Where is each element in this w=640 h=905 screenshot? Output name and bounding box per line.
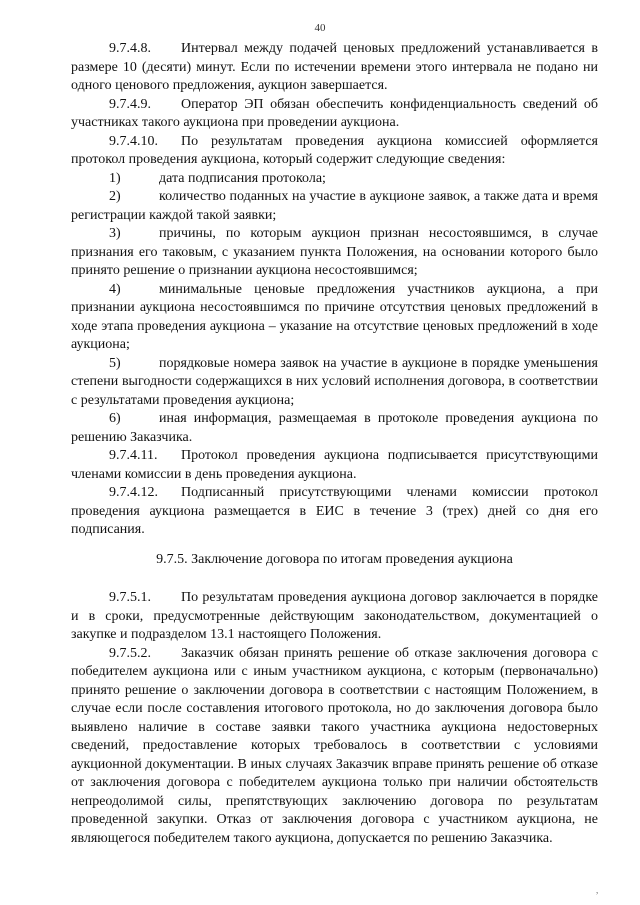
list-item xyxy=(71,188,598,225)
clause-text: Интервал между подачей ценовых предложений устанавливается в размере 10 (десяти) минут. Если по истечении времени этого интервала не подано ни одного ценового предложения, аукцион завершается. xyxy=(71,41,598,93)
list-item-number: 5) xyxy=(109,355,121,371)
section-9-7-4-clauses xyxy=(71,40,598,170)
clause-text: По результатам проведения аукциона комиссией оформляется протокол проведения аукциона, который содержит следующие сведения: xyxy=(71,133,598,167)
list-item-number: 3) xyxy=(109,226,121,241)
list-item-text: иная информация, размещаемая в протоколе проведения аукциона по решению Заказчика. xyxy=(71,411,598,445)
list-item-number: 2) xyxy=(109,189,121,204)
list-item xyxy=(71,410,598,447)
clause-number: 9.7.5.2. xyxy=(109,645,151,661)
protocol-items-list xyxy=(71,170,598,448)
clause-text: По результатам проведения аукциона договор заключается в порядке и в сроки, предусмотренные действующим законодательством, документацией о закупке и подразделом 13.1 настоящего Положения. xyxy=(71,590,598,642)
list-item xyxy=(71,281,598,355)
section-9-7-4-final-clauses xyxy=(71,447,598,540)
page-number: 40 xyxy=(314,22,326,34)
corner-mark: , xyxy=(596,885,599,895)
list-item-text: дата подписания протокола; xyxy=(159,170,326,186)
spacer xyxy=(71,579,598,589)
clause xyxy=(71,447,598,484)
section-heading: 9.7.5. Заключение договора по итогам проведения аукциона xyxy=(156,551,513,567)
clause-number: 9.7.4.9. xyxy=(109,96,151,112)
list-item-text: минимальные ценовые предложения участников аукциона, а при признании аукциона несостоявшимся по причине отсутствия ценовых предложений в ходе этапа проведения аукциона – указание на отсутствие ценовых предложений в ходе аукциона; xyxy=(71,281,598,352)
clause-text: Подписанный присутствующими членами комиссии протокол проведения аукциона размещается в ЕИС в течение 3 (трех) дней со дня его подписания. xyxy=(71,485,598,537)
clause-number: 9.7.4.8. xyxy=(109,41,151,56)
list-item-text: количество поданных на участие в аукционе заявок, а также дата и время регистрации каждой такой заявки; xyxy=(71,189,598,223)
section-9-7-5-clauses xyxy=(71,589,598,848)
document-body xyxy=(71,40,598,848)
list-item-number: 1) xyxy=(109,170,121,186)
clause xyxy=(71,645,598,849)
clause-number: 9.7.5.1. xyxy=(109,590,151,605)
clause xyxy=(71,40,598,96)
clause-number: 9.7.4.11. xyxy=(109,448,158,463)
clause xyxy=(71,96,598,133)
clause-text: Оператор ЭП обязан обеспечить конфиденциальность сведений об участниках такого аукциона при проведении аукциона. xyxy=(71,96,598,130)
clause-text: Протокол проведения аукциона подписывается присутствующими членами комиссии в день проведения аукциона. xyxy=(71,448,598,482)
list-item-text: порядковые номера заявок на участие в аукционе в порядке уменьшения степени выгодности содержащихся в них условий исполнения договора, в соответствии с результатами проведения аукциона; xyxy=(71,355,598,408)
list-item xyxy=(71,225,598,281)
clause xyxy=(71,484,598,540)
list-item xyxy=(71,355,598,411)
clause xyxy=(71,589,598,645)
list-item xyxy=(71,170,598,189)
clause xyxy=(71,133,598,170)
clause-number: 9.7.4.10. xyxy=(109,133,158,149)
clause-text: Заказчик обязан принять решение об отказе заключения договора с победителем аукциона или с иным участником аукциона, с которым (первоначально) принято решение о заключении договора в соответствии с настоящим Положением, в случае если после составления итогового протокола, но до заключения договора было выявлено наличие в составе заявки такого участника аукциона недостоверных сведений, предоставление которых требовалось в соответствии с условиями аукционной документации. В иных случаях Заказчик вправе принять решение об отказе от заключения договора с победителем аукциона только при наличии обстоятельств непреодолимой силы, препятствующих заключению договора по результатам проведенной закупки. Отказ от заключения договора с участником аукциона, не являющегося победителем такого аукциона, допускается по решению Заказчика. xyxy=(71,645,598,846)
list-item-number: 6) xyxy=(109,411,121,426)
list-item-text: причины, по которым аукцион признан несостоявшимся, в случае признания его таковым, с указанием пункта Положения, на основании которого было принято решение о признании аукциона несостоявшимся; xyxy=(71,226,598,278)
list-item-number: 4) xyxy=(109,281,121,297)
clause-number: 9.7.4.12. xyxy=(109,485,158,500)
